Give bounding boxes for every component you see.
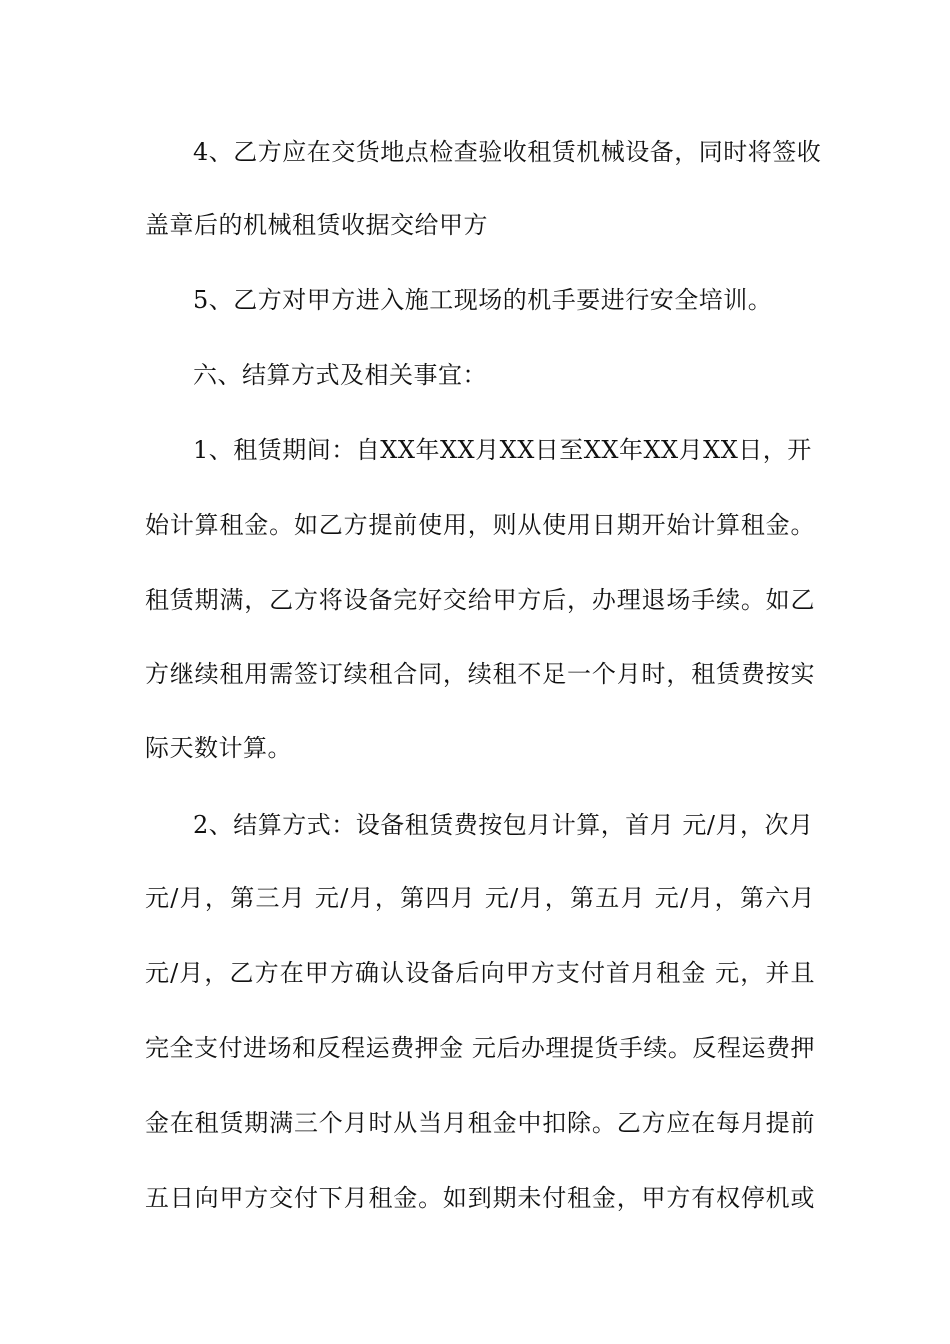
section-heading: 六、结算方式及相关事宜：	[193, 361, 487, 389]
paragraph-line: 完全支付进场和反程运费押金 元后办理提货手续。反程运费押	[145, 1034, 815, 1062]
paragraph-line: 始计算租金。如乙方提前使用，则从使用日期开始计算租金。	[145, 511, 815, 539]
paragraph-line: 2、结算方式：设备租赁费按包月计算，首月 元/月，次月	[193, 811, 814, 839]
paragraph-line: 租赁期满，乙方将设备完好交给甲方后，办理退场手续。如乙	[145, 586, 815, 614]
paragraph-line: 盖章后的机械租赁收据交给甲方	[145, 211, 488, 239]
paragraph-line: 五日向甲方交付下月租金。如到期未付租金，甲方有权停机或	[145, 1184, 815, 1212]
paragraph-line: 元/月，乙方在甲方确认设备后向甲方支付首月租金 元，并且	[145, 959, 815, 987]
paragraph-line: 5、乙方对甲方进入施工现场的机手要进行安全培训。	[193, 286, 773, 314]
paragraph-line: 1、租赁期间：自XX年XX月XX日至XX年XX月XX日，开	[193, 436, 812, 464]
paragraph-line: 际天数计算。	[145, 734, 292, 762]
paragraph-line: 4、乙方应在交货地点检查验收租赁机械设备，同时将签收	[193, 138, 822, 166]
paragraph-line: 元/月，第三月 元/月，第四月 元/月，第五月 元/月，第六月	[145, 884, 815, 912]
paragraph-line: 金在租赁期满三个月时从当月租金中扣除。乙方应在每月提前	[145, 1109, 815, 1137]
paragraph-line: 方继续租用需签订续租合同，续租不足一个月时，租赁费按实	[145, 660, 815, 688]
